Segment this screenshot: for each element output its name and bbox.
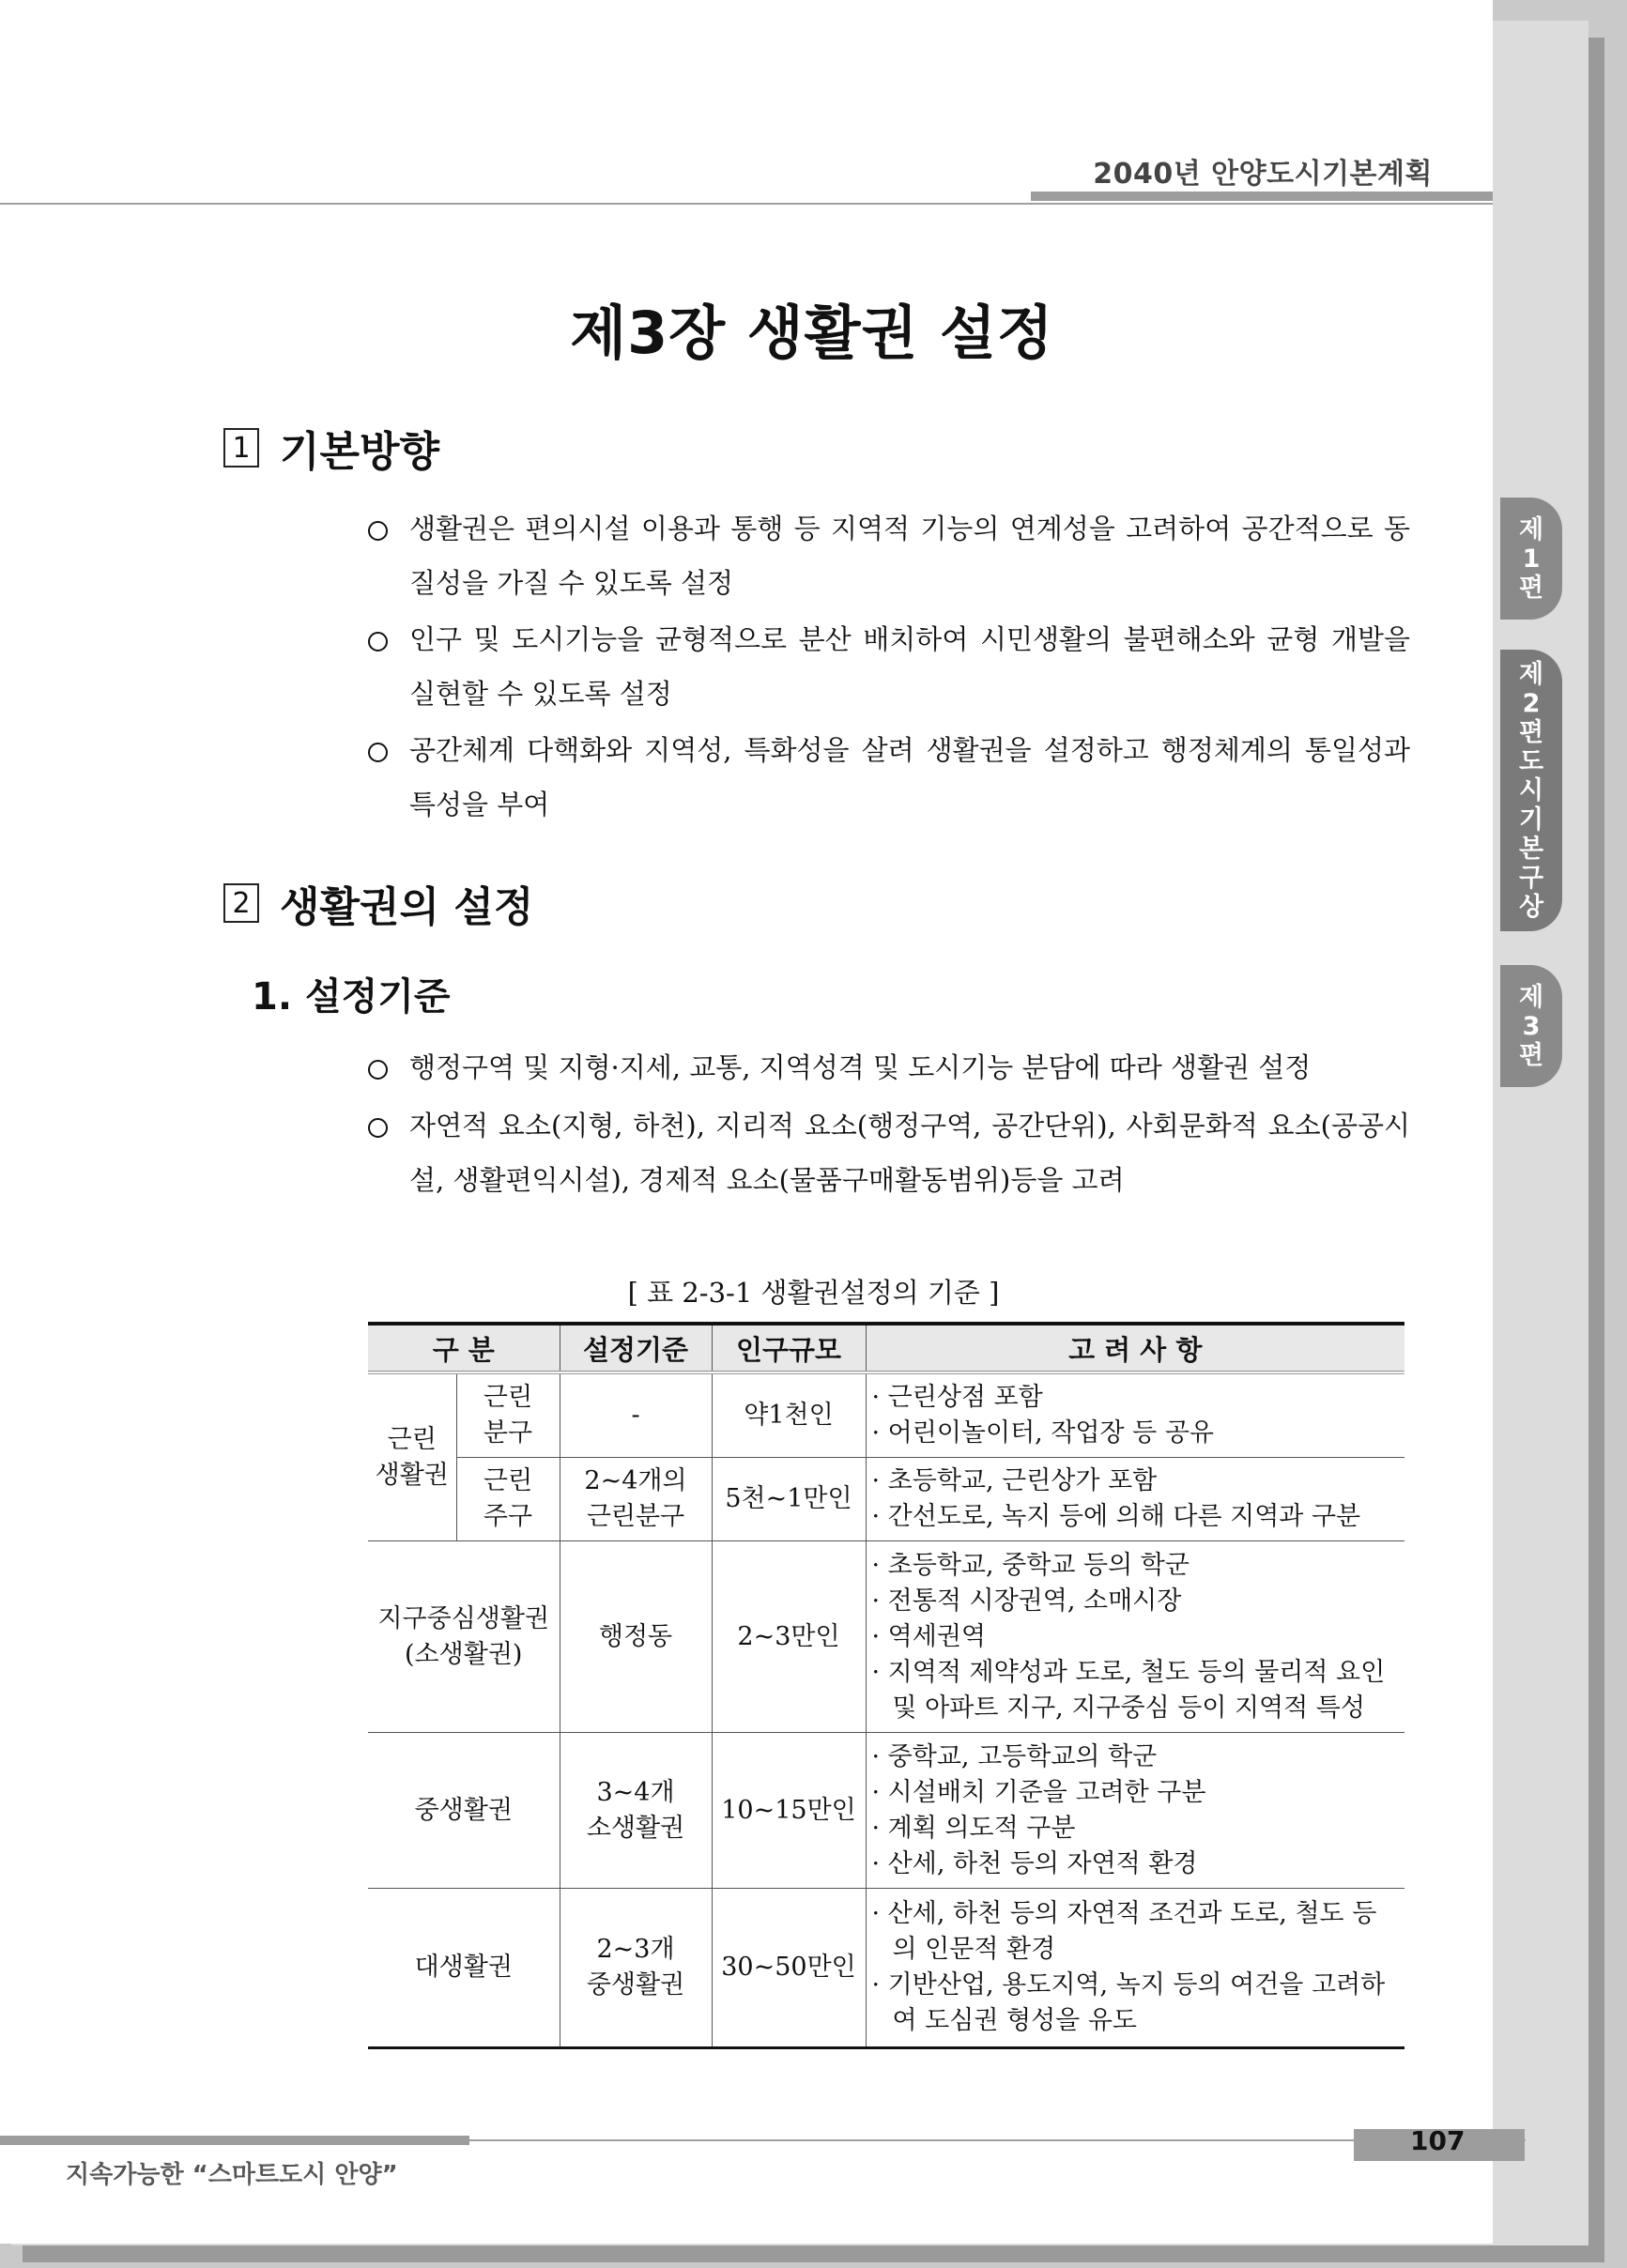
side-tab-part-3[interactable]: 제3편	[1500, 965, 1562, 1087]
header-title: 2040년 안양도시기본계획	[1093, 158, 1433, 191]
group-label: 근린 생활권	[368, 1372, 456, 1541]
population-cell: 10~15만인	[712, 1733, 866, 1889]
bullet-item: 생활권은 편의시설 이용과 통행 등 지역적 기능의 연계성을 고려하여 공간적으로 동질성을 가질 수 있도록 설정	[368, 501, 1410, 610]
category-label: 대생활권	[368, 1889, 560, 2048]
criteria-cell: · 산세, 하천 등의 자연적 조건과 도로, 철도 등의 인문적 환경 · 기반산업, 용도지역, 녹지 등의 여건을 고려하여 도심권 형성을 유도	[866, 1889, 1404, 2048]
category-label: 지구중심생활권 (소생활권)	[368, 1541, 560, 1733]
section-2-number: 2	[223, 883, 259, 923]
section-1-number: 1	[223, 428, 259, 467]
circle-bullet-icon	[368, 1060, 388, 1080]
header-criteria: 고 려 사 항	[866, 1324, 1404, 1372]
table-row	[368, 1541, 1404, 1733]
side-tab-part-1[interactable]: 제1편	[1500, 498, 1562, 620]
basis-cell: 2~3개 중생활권	[560, 1889, 712, 2048]
criteria-cell: · 초등학교, 근린상가 포함 · 간선도로, 녹지 등에 의해 다른 지역과 구분	[866, 1458, 1404, 1541]
circle-bullet-icon	[368, 743, 388, 762]
bullet-item: 공간체계 다핵화와 지역성, 특화성을 살려 생활권을 설정하고 행정체계의 통일성과 특성을 부여	[368, 723, 1410, 832]
circle-bullet-icon	[368, 1118, 388, 1138]
section-1-heading	[223, 418, 439, 478]
basis-cell: 행정동	[560, 1541, 712, 1733]
table-row	[368, 1372, 1404, 1458]
circle-bullet-icon	[368, 521, 388, 541]
basis-cell: 3~4개 소생활권	[560, 1733, 712, 1889]
subsection-title: 1. 설정기준	[252, 975, 451, 1019]
page-number: 107	[1410, 2125, 1466, 2156]
table-caption: [ 표 2-3-1 생활권설정의 기준 ]	[627, 1277, 1000, 1309]
table-row	[368, 1733, 1404, 1889]
circle-bullet-icon	[368, 632, 388, 651]
bullet-item: 행정구역 및 지형·지세, 교통, 지역성격 및 도시기능 분담에 따라 생활권 설정	[368, 1040, 1410, 1095]
basis-cell: -	[560, 1372, 712, 1458]
section-2-heading	[223, 873, 533, 933]
criteria-cell: · 초등학교, 중학교 등의 학군 · 전통적 시장권역, 소매시장 · 역세권역 · 지역적 제약성과 도로, 철도 등의 물리적 요인 및 아파트 지구, 지구중심 등이 지역적 특성	[866, 1541, 1404, 1733]
bullet-item: 인구 및 도시기능을 균형적으로 분산 배치하여 시민생활의 불편해소와 균형 개발을 실현할 수 있도록 설정	[368, 612, 1410, 721]
footer-slogan: 지속가능한 “스마트도시 안양”	[66, 2161, 398, 2189]
population-cell: 2~3만인	[712, 1541, 866, 1733]
criteria-cell: · 중학교, 고등학교의 학군 · 시설배치 기준을 고려한 구분 · 계획 의도적 구분 · 산세, 하천 등의 자연적 환경	[866, 1733, 1404, 1889]
header-basis: 설정기준	[560, 1324, 712, 1372]
population-cell: 30~50만인	[712, 1889, 866, 2048]
criteria-cell: · 근린상점 포함 · 어린이놀이터, 작업장 등 공유	[866, 1372, 1404, 1458]
header-population: 인구규모	[712, 1324, 866, 1372]
basis-cell: 2~4개의 근린분구	[560, 1458, 712, 1541]
section-2-title: 생활권의 설정	[280, 883, 534, 931]
population-cell: 약1천인	[712, 1372, 866, 1458]
bullet-item: 자연적 요소(지형, 하천), 지리적 요소(행정구역, 공간단위), 사회문화적 요소(공공시설, 생활편익시설), 경제적 요소(물품구매활동범위)등을 고려	[368, 1098, 1410, 1207]
table-row	[368, 1458, 1404, 1541]
sub-category: 근린 분구	[456, 1372, 560, 1458]
sub-category: 근린 주구	[456, 1458, 560, 1541]
category-label: 중생활권	[368, 1733, 560, 1889]
section-1-title: 기본방향	[280, 428, 440, 476]
header-rule	[0, 203, 1493, 205]
side-tab-part-2[interactable]: 제2편 도시기본구상	[1500, 650, 1562, 931]
chapter-title: 제3장 생활권 설정	[570, 299, 1054, 367]
header-rule-thick	[1031, 192, 1493, 201]
table-row	[368, 1889, 1404, 2048]
criteria-table	[368, 1322, 1404, 2049]
population-cell: 5천~1만인	[712, 1458, 866, 1541]
table-header-row	[368, 1324, 1404, 1372]
header-category: 구 분	[368, 1324, 560, 1372]
footer-rule-thick	[0, 2136, 469, 2145]
